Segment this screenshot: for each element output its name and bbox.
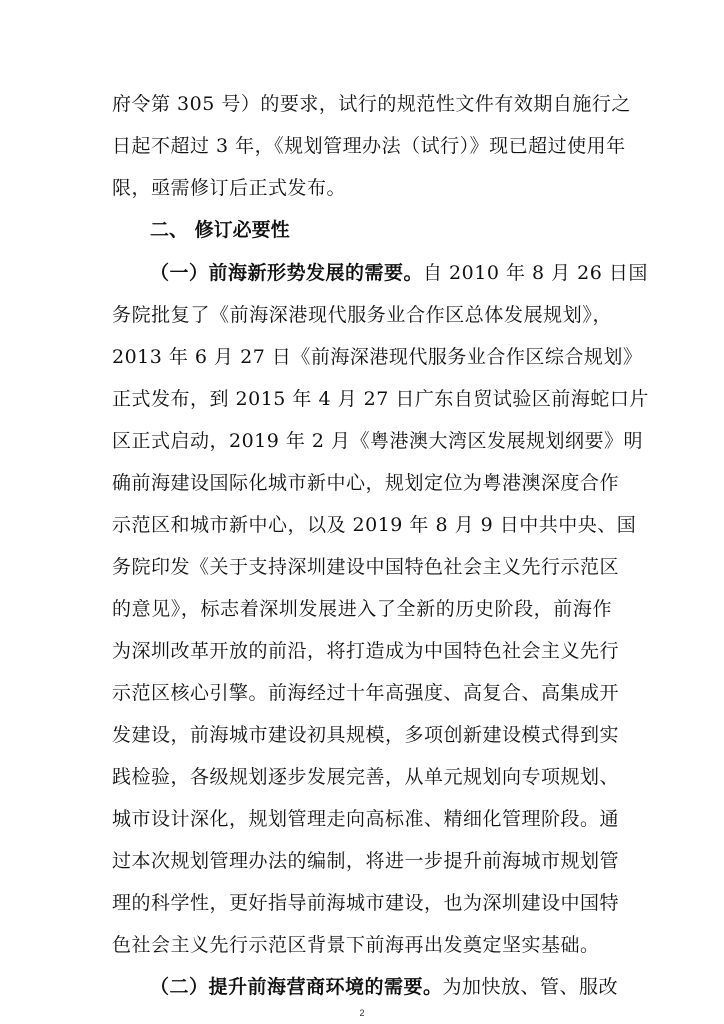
sub2-first-rest: 为加快放、管、服改 [442,976,619,998]
sub1-first-rest: 自 2010 年 8 月 26 日国 [423,262,648,284]
sub1-line-8: 的意见》，标志着深圳发展进入了全新的历史阶段，前海作 [112,598,612,620]
sub2-first-line [150,975,619,999]
sub1-line-13: 城市设计深化，规划管理走向高标准、精细化管理阶段。通 [112,808,620,830]
sub2-title: （二）提升前海营商环境的需要。 [150,976,443,998]
sub1-line-11: 发建设，前海城市建设初具规模，多项创新建设模式得到实 [112,724,620,746]
sub1-line-15: 理的科学性，更好指导前海城市建设，也为深圳建设中国特 [112,892,620,914]
sub1-line-5: 确前海建设国际化城市新中心，规划定位为粤港澳深度合作 [112,472,620,494]
sub1-line-12: 践检验，各级规划逐步发展完善，从单元规划向专项规划、 [112,766,620,788]
sub1-line-1: 务院批复了《前海深港现代服务业合作区总体发展规划》， [112,304,612,326]
intro-line-1: 府令第 305 号）的要求，试行的规范性文件有效期自施行之 [112,93,631,115]
sub1-line-9: 为深圳改革开放的前沿，将打造成为中国特色社会主义先行 [112,640,620,662]
intro-line-3: 限，亟需修订后正式发布。 [112,177,347,199]
section-heading: 二、 修订必要性 [150,219,290,241]
sub1-line-14: 过本次规划管理办法的编制，将进一步提升前海城市规划管 [112,850,620,872]
sub1-line-16: 色社会主义先行示范区背景下前海再出发奠定坚实基础。 [112,934,600,956]
sub1-line-10: 示范区核心引擎。前海经过十年高强度、高复合、高集成开 [112,682,620,704]
page-number: 2 [359,1008,365,1018]
sub1-line-3: 正式发布，到 2015 年 4 月 27 日广东自贸试验区前海蛇口片 [112,388,649,410]
sub1-line-6: 示范区和城市新中心，以及 2019 年 8 月 9 日中共中央、国 [112,514,637,536]
sub1-first-line [150,261,648,285]
sub1-line-2: 2013 年 6 月 27 日《前海深港现代服务业合作区综合规划》 [112,346,643,368]
intro-line-2: 日起不超过 3 年，《规划管理办法（试行）》现已超过使用年 [112,135,626,157]
sub1-line-7: 务院印发《关于支持深圳建设中国特色社会主义先行示范区 [112,556,620,578]
sub1-line-4: 区正式启动，2019 年 2 月《粤港澳大湾区发展规划纲要》明 [112,430,644,452]
sub1-title: （一）前海新形势发展的需要。 [150,262,424,284]
